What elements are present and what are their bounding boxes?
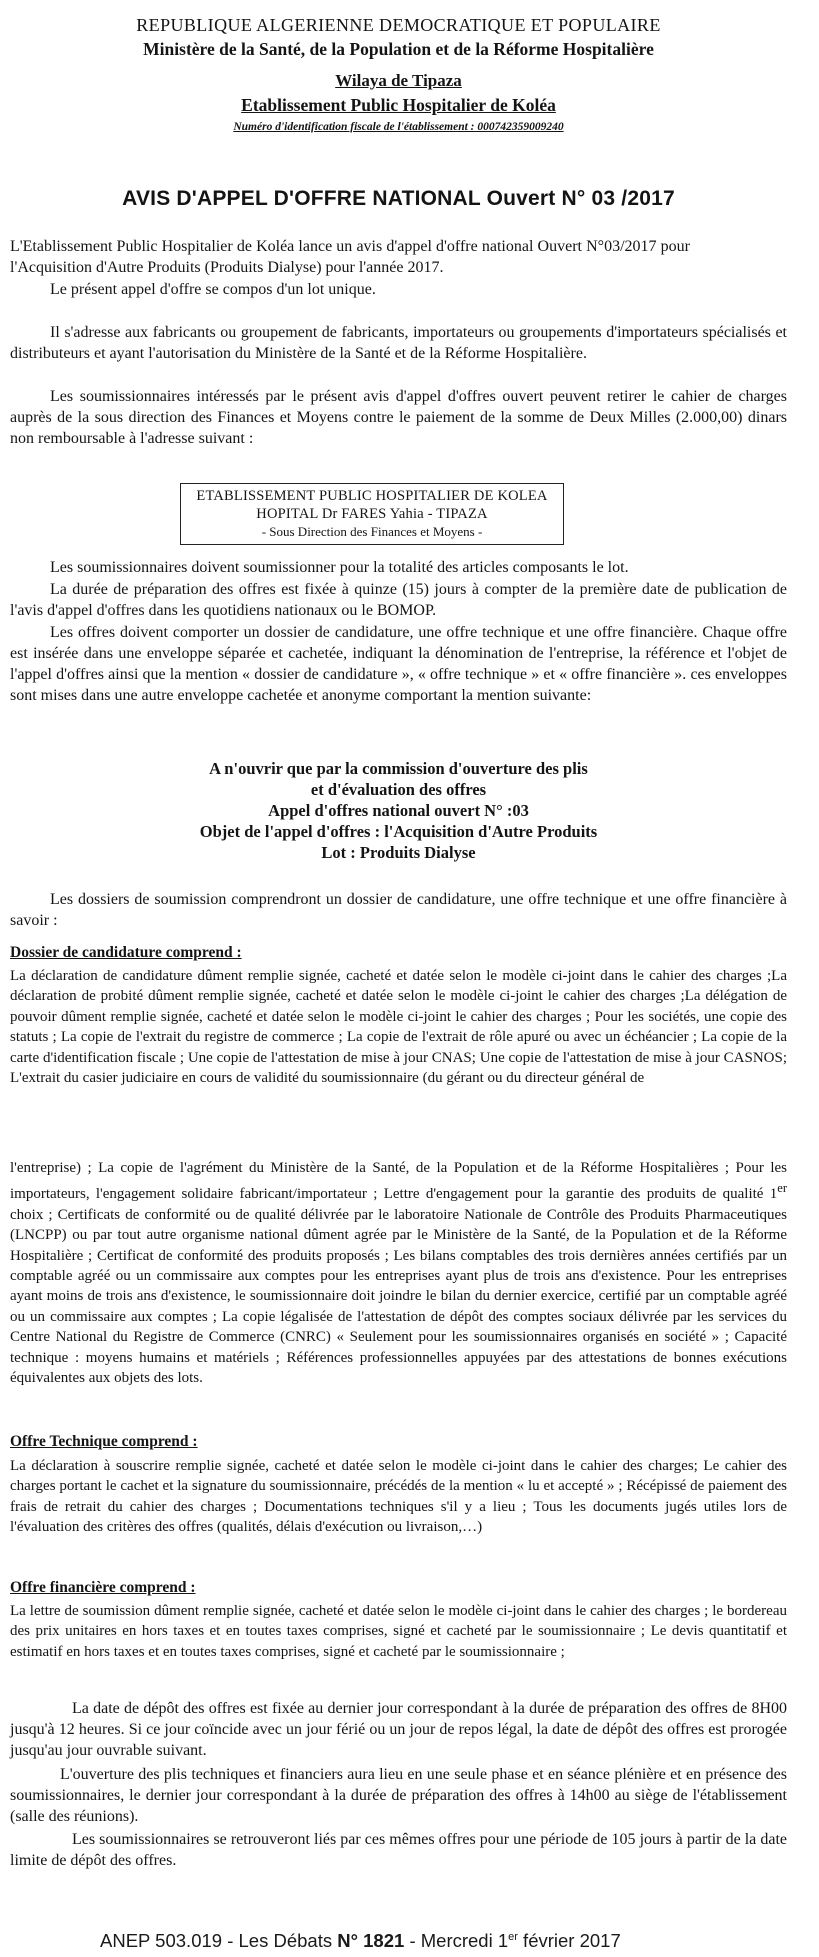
body-paragraph-1: Les soumissionnaires doivent soumissionner pour la totalité des articles composants le lot.	[50, 559, 629, 576]
candidature-text-b-part-2: choix ; Certificats de conformité ou de qualité délivrée par le laboratoire Nationale de Contrôle des Produits Pharmaceutiques (LNCPP) ou par tout autre organisme national dûment agrée par le Ministère de la Santé, de la Population et de la Réforme Hospitalière ; Certificat de conformité des produits proposés ; Les bilans comptables des trois dernières années certifiés par un comptable agréé ou un commissaire aux comptes pour les entreprises ayant plus de trois ans d'existence. Pour les entreprises ayant moins de trois ans d'existence, le soumissionnaire doit joindre le bilan du dernier exercice, certifié par un comptable agréé ou un commissaire aux comptes ; La copie légalisée de l'attestation de dépôt des comptes sociaux délivrée par les services du Centre National du Registre de Commerce (CNRC) « Seulement pour les soumissionnaires organisés en société » ; Capacité technique : moyens humains et matériels ; Références professionnelles appuyées par des attestations de bonnes exécutions équivalentes aux objets des lots.	[10, 1206, 787, 1387]
footer-anep: ANEP 503.019 - Les Débats	[100, 1930, 333, 1951]
establishment-heading: Etablissement Public Hospitalier de Koléa	[241, 95, 556, 115]
financiere-heading: Offre financière comprend :	[10, 1579, 196, 1596]
footer-date-suffix: février 2017	[517, 1930, 621, 1951]
envelope-line-1: A n'ouvrir que par la commission d'ouverture des plis	[209, 759, 588, 778]
address-line-1: ETABLISSEMENT PUBLIC HOSPITALIER DE KOLEA	[196, 488, 548, 504]
body-paragraph-2: La durée de préparation des offres est fixée à quinze (15) jours à compter de la première date de publication de l'avis d'appel d'offres dans les quotidiens nationaux ou le BOMOP.	[10, 581, 787, 619]
footer-date	[409, 1930, 620, 1951]
address-box	[180, 483, 564, 545]
envelope-mention	[10, 758, 787, 863]
technique-heading: Offre Technique comprend :	[10, 1433, 198, 1450]
financiere-text: La lettre de soumission dûment remplie signée, cacheté et datée selon le modèle ci-joint dans le cahier des charges ; le bordereau des prix unitaires en hors taxes et en toutes taxes comprises, signé et cacheté par le soumissionnaire ; Le devis quantitatif et estimatif en hors taxes et en toutes taxes comprises, signé et cacheté par le soumissionnaire ;	[10, 1603, 787, 1660]
notice-title: AVIS D'APPEL D'OFFRE NATIONAL Ouvert N° 03 /2017	[122, 187, 675, 210]
closing-paragraph-3: Les soumissionnaires se retrouveront liés par ces mêmes offres pour une période de 105 jours à partir de la date limite de dépôt des offres.	[10, 1831, 787, 1869]
address-line-2: HOPITAL Dr FARES Yahia - TIPAZA	[256, 506, 488, 522]
footer-issue: N° 1821	[337, 1930, 405, 1951]
envelope-line-3: Appel d'offres national ouvert N° :03	[268, 801, 529, 820]
republic-heading: REPUBLIQUE ALGERIENNE DEMOCRATIQUE ET POPULAIRE	[136, 15, 661, 35]
wilaya-heading: Wilaya de Tipaza	[335, 71, 462, 90]
intro-paragraph-4: Les soumissionnaires intéressés par le présent avis d'appel d'offres ouvert peuvent retirer le cahier de charges auprès de la sous direction des Finances et Moyens contre le paiement de la somme de Deux Milles (2.000,00) dinars non remboursable à l'adresse suivant :	[10, 388, 787, 447]
envelope-line-4: Objet de l'appel d'offres : l'Acquisition d'Autre Produits	[199, 822, 598, 841]
dossiers-intro: Les dossiers de soumission comprendront un dossier de candidature, une offre technique et une offre financière à savoir :	[10, 891, 787, 929]
envelope-line-2: et d'évaluation des offres	[310, 780, 487, 799]
publication-footer	[100, 1930, 800, 1952]
technique-text: La déclaration à souscrire remplie signée, cacheté et datée selon le modèle ci-joint dans le cahier des charges; Le cahier des charges portant le cachet et la signature du soumissionnaire, précédés de la mention « lu et accepté » ; Récépissé de paiement des frais de retrait du cahier des charges ; Documentations techniques s'il y a lieu ; Tous les documents jugés utiles lors de l'évaluation des critères des offres (qualités, délais d'exécution ou livraison,…)	[10, 1458, 787, 1536]
ordinal-superscript: er	[777, 1181, 787, 1196]
footer-date-prefix: - Mercredi 1	[409, 1930, 509, 1951]
intro-paragraph-3: Il s'adresse aux fabricants ou groupement de fabricants, importateurs ou groupements d'importateurs spécialisés et distributeurs et ayant l'autorisation du Ministère de la Santé et de la Réforme Hospitalière.	[10, 324, 787, 362]
closing-paragraph-2: L'ouverture des plis techniques et financiers aura lieu en une seule phase et en séance plénière et en présence des soumissionnaires, le dernier jour correspondant à la durée de préparation des offres à 14h00 au siège de l'établissement (salle des réunions).	[10, 1766, 787, 1825]
envelope-line-5: Lot : Produits Dialyse	[321, 843, 476, 862]
candidature-text-b	[10, 1158, 787, 1388]
closing-paragraph-1: La date de dépôt des offres est fixée au dernier jour correspondant à la durée de préparation des offres de 8H00 jusqu'à 12 heures. Si ce jour coïncide avec un jour férié ou un jour de repos légal, la date de dépôt des offres est prorogée jusqu'au jour ouvrable suivant.	[10, 1700, 787, 1759]
footer-date-superscript: er	[508, 1930, 518, 1943]
ministry-heading: Ministère de la Santé, de la Population et de la Réforme Hospitalière	[143, 39, 654, 59]
tax-id: Numéro d'identification fiscale de l'établissement : 000742359009240	[233, 121, 564, 133]
body-paragraph-3: Les offres doivent comporter un dossier de candidature, une offre technique et une offre financière. Chaque offre est insérée dans une enveloppe séparée et cachetée, indiquant la dénomination de l'entreprise, la référence et l'objet de l'appel d'offres ainsi que la mention « dossier de candidature », « offre technique » et « offre financière ». ces enveloppes sont mises dans une autre enveloppe cachetée et anonyme comportant la mention suivante:	[10, 624, 787, 704]
intro-paragraph-1: L'Etablissement Public Hospitalier de Koléa lance un avis d'appel d'offre national Ouvert N°03/2017 pour l'Acquisition d'Autre Produits (Produits Dialyse) pour l'année 2017.	[10, 238, 690, 276]
candidature-text-a: La déclaration de candidature dûment remplie signée, cacheté et datée selon le modèle ci-joint dans le cahier des charges ;La déclaration de probité dûment remplie signée, cacheté et datée selon le modèle ci-joint le cahier des charges ;La délégation de pouvoir dûment remplie signée, cacheté et datée selon le modèle ci-joint le cahier des charges ; Pour les sociétés, une copie des statuts ; La copie de l'extrait du registre de commerce ; La copie de l'extrait de rôle apuré ou avec un échéancier ; La copie de la carte d'identification fiscale ; Une copie de l'attestation de mise à jour CNAS; Une copie de l'attestation de mise à jour CASNOS; L'extrait du casier judiciaire en cours de validité du soumissionnaire (du gérant ou du directeur général de	[10, 968, 787, 1087]
candidature-text-b-part-1: l'entreprise) ; La copie de l'agrément du Ministère de la Santé, de la Population et de la Réforme Hospitalières ; Pour les importateurs, l'engagement solidaire fabricant/importateur ; Lettre d'engagement pour la garantie des produits de qualité 1	[10, 1160, 787, 1203]
intro-paragraph-2: Le présent appel d'offre se compos d'un lot unique.	[50, 281, 376, 298]
candidature-heading: Dossier de candidature comprend :	[10, 944, 242, 961]
address-line-3: - Sous Direction des Finances et Moyens -	[261, 524, 483, 539]
